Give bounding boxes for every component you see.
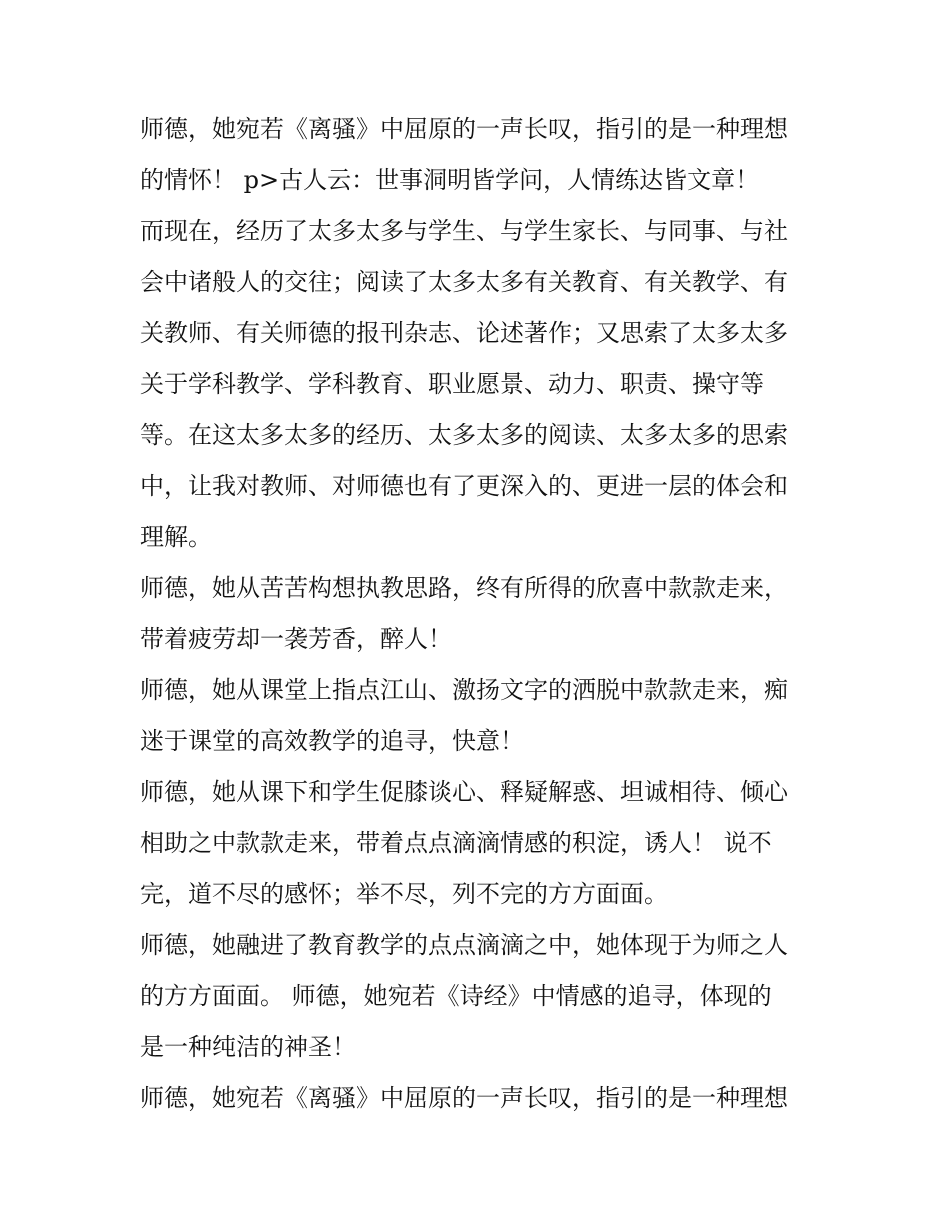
text-line: 关教师、有关师德的报刊杂志、论述著作；又思索了太多太多 [140,319,788,347]
text-line: 的方方面面。 师德，她宛若《诗经》中情感的追寻，体现的 [140,982,772,1010]
text-line: 的情怀！ p>古人云：世事洞明皆学问，人情练达皆文章！ [140,166,760,194]
text-line: 带着疲劳却一袭芳香，醉人！ [140,625,452,653]
text-line: 师德，她从苦苦构想执教思路，终有所得的欣喜中款款走来， [140,574,788,602]
text-line: 师德，她宛若《离骚》中屈原的一声长叹，指引的是一种理想 [140,115,788,143]
text-line: 会中诸般人的交往；阅读了太多太多有关教育、有关教学、有 [140,268,788,296]
text-line: 等。在这太多太多的经历、太多太多的阅读、太多太多的思索 [140,421,788,449]
text-line: 师德，她融进了教育教学的点点滴滴之中，她体现于为师之人 [140,931,788,959]
document-body [140,104,820,1124]
text-line: 是一种纯洁的神圣！ [140,1033,356,1061]
text-line: 师德，她从课堂上指点江山、激扬文字的洒脱中款款走来，痴 [140,676,788,704]
text-line: 师德，她宛若《离骚》中屈原的一声长叹，指引的是一种理想 [140,1084,788,1112]
text-line: 关于学科教学、学科教育、职业愿景、动力、职责、操守等 [140,370,764,398]
text-line: 迷于课堂的高效教学的追寻，快意！ [140,727,524,755]
text-line: 而现在，经历了太多太多与学生、与学生家长、与同事、与社 [140,217,788,245]
text-line: 理解。 [140,523,212,551]
text-line: 完，道不尽的感怀；举不尽，列不完的方方面面。 [140,880,668,908]
text-line: 中，让我对教师、对师德也有了更深入的、更进一层的体会和 [140,472,788,500]
text-line: 相助之中款款走来，带着点点滴滴情感的积淀，诱人！ 说不 [140,829,772,857]
text-line: 师德，她从课下和学生促膝谈心、释疑解惑、坦诚相待、倾心 [140,778,788,806]
